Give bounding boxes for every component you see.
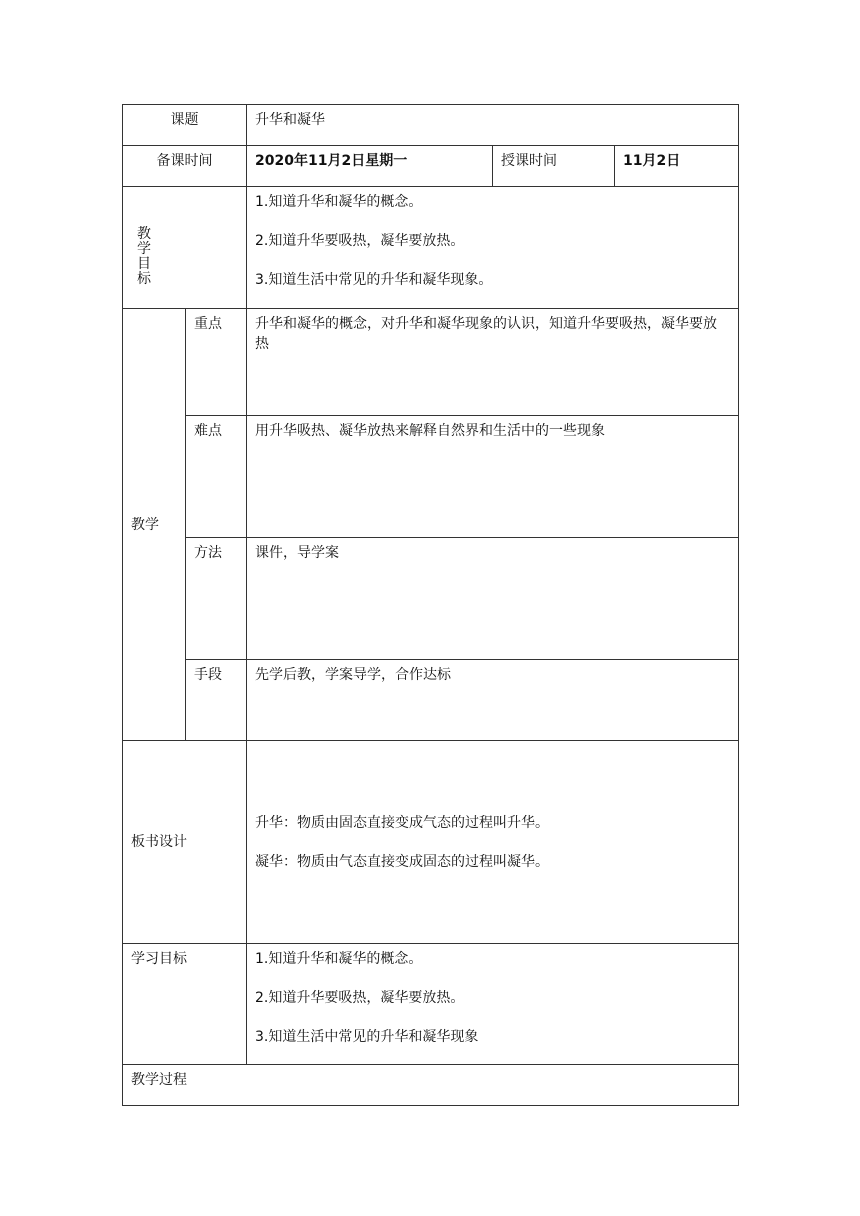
key-point-row [123, 309, 739, 416]
board-design-row [123, 741, 739, 944]
teach-time-value: 11月2日 [615, 146, 739, 187]
objectives-label-char: 标 [137, 271, 151, 287]
objectives-label-char: 目 [137, 256, 151, 272]
topic-row [123, 105, 739, 146]
study-goal-item: 3.知道生活中常见的升华和凝华现象 [255, 1029, 479, 1045]
study-goals-content [247, 944, 739, 1065]
study-goals-label: 学习目标 [123, 944, 247, 1065]
board-line: 凝华：物质由气态直接变成固态的过程叫凝华。 [255, 853, 549, 870]
board-design-label: 板书设计 [123, 741, 247, 944]
teach-time-label: 授课时间 [493, 146, 615, 187]
method-row [123, 538, 739, 660]
means-row [123, 660, 739, 741]
topic-label: 课题 [123, 105, 247, 146]
objectives-row [123, 187, 739, 309]
prep-time-row [123, 146, 739, 187]
objectives-label-char: 教 [137, 226, 151, 242]
study-goal-item: 2.知道升华要吸热，凝华要放热。 [255, 990, 465, 1006]
means-label: 手段 [186, 660, 247, 741]
prep-time-label: 备课时间 [123, 146, 247, 187]
method-value: 课件，导学案 [247, 538, 739, 660]
difficulty-label: 难点 [186, 416, 247, 538]
key-point-value: 升华和凝华的概念，对升华和凝华现象的认识，知道升华要吸热，凝华要放热 [247, 309, 739, 416]
lesson-plan-table [122, 104, 739, 1106]
teaching-process-label: 教学过程 [123, 1065, 739, 1106]
objectives-content [247, 187, 739, 309]
means-value: 先学后教，学案导学，合作达标 [247, 660, 739, 741]
board-line: 升华：物质由固态直接变成气态的过程叫升华。 [255, 814, 549, 831]
difficulty-value: 用升华吸热、凝华放热来解释自然界和生活中的一些现象 [247, 416, 739, 538]
objectives-label [123, 187, 247, 309]
study-goals-row [123, 944, 739, 1065]
process-row [123, 1065, 739, 1106]
objectives-label-char: 学 [137, 241, 151, 257]
key-point-label: 重点 [186, 309, 247, 416]
study-goal-item: 1.知道升华和凝华的概念。 [255, 951, 423, 967]
board-design-content [247, 741, 739, 944]
objective-item: 2.知道升华要吸热，凝华要放热。 [255, 233, 465, 249]
teaching-label: 教学 [123, 309, 186, 741]
difficulty-row [123, 416, 739, 538]
topic-value: 升华和凝华 [247, 105, 739, 146]
method-label: 方法 [186, 538, 247, 660]
objective-item: 3.知道生活中常见的升华和凝华现象。 [255, 272, 493, 288]
objective-item: 1.知道升华和凝华的概念。 [255, 194, 423, 210]
prep-time-value: 2020年11月2日星期一 [247, 146, 493, 187]
